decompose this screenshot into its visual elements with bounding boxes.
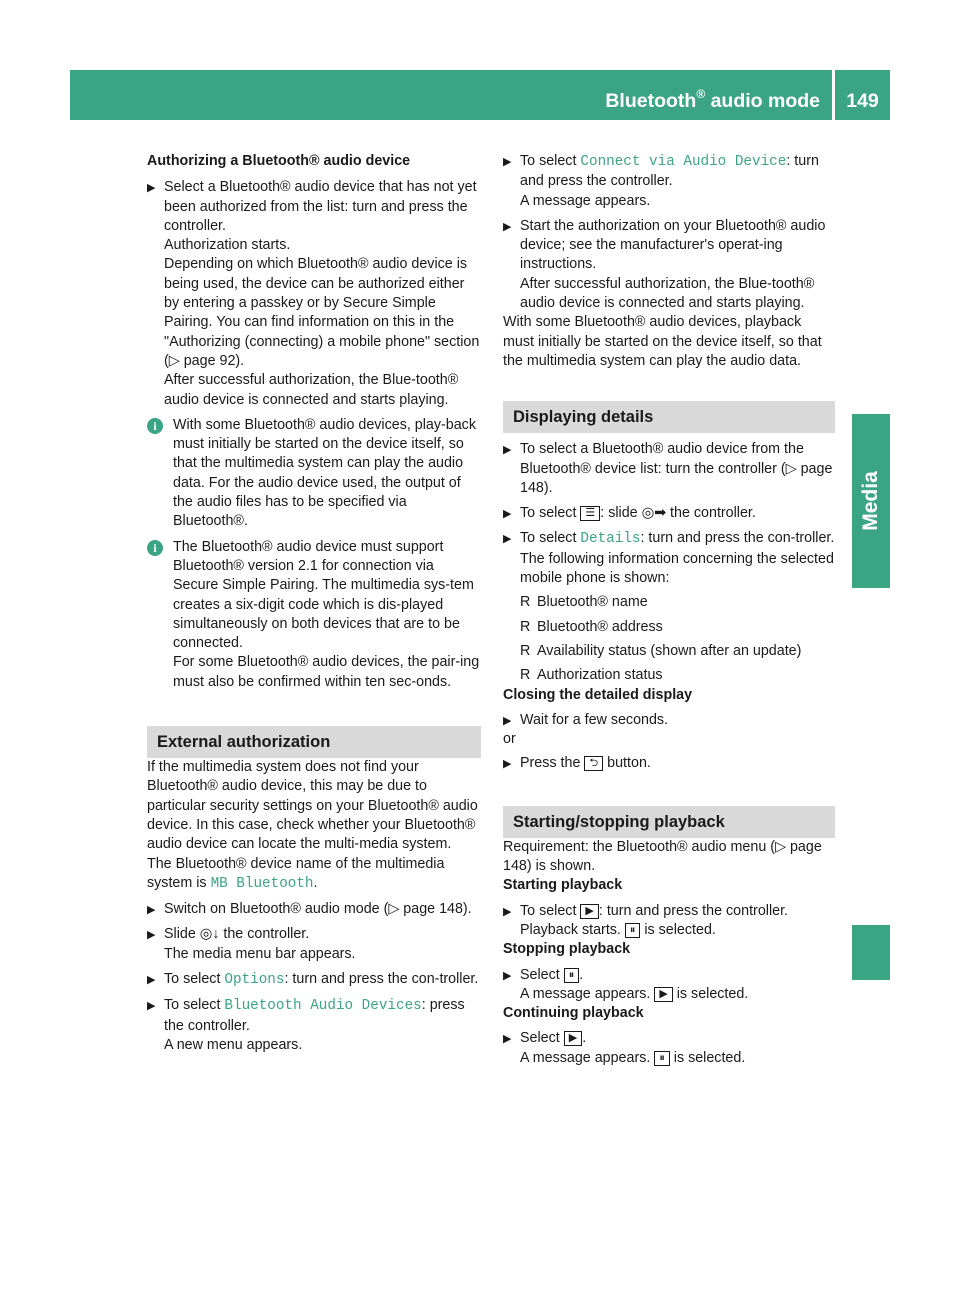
step-menu-slide: [503, 504, 835, 523]
step-wait: [503, 711, 835, 730]
paragraph-playback-note: With some Bluetooth® audio devices, playback must initially be started on the device itself, so that the multimedia system can play the audio data.: [503, 314, 822, 369]
step-stop-playback: [503, 966, 835, 1005]
list-item: R Authorization status: [520, 666, 835, 685]
menu-option-connect-via-audio-device: Connect via Audio Device: [580, 154, 787, 170]
step-result: A new menu appears.: [164, 1036, 303, 1053]
step-select-device-details: [503, 440, 835, 498]
step-arrow-icon: ▶: [503, 1033, 512, 1046]
step-arrow-icon: ▶: [503, 444, 512, 457]
controller-icon: ◎: [641, 505, 655, 522]
step-arrow-icon: ▶: [503, 758, 512, 771]
step-result: Authorization starts.: [164, 237, 291, 254]
heading-stopping: Stopping playback: [503, 941, 631, 958]
step-arrow-icon: ▶: [147, 182, 156, 195]
device-name-code: MB Bluetooth: [210, 875, 314, 892]
step-result: The media menu bar appears.: [164, 945, 356, 962]
step-text: Press the ⮌ button.: [520, 755, 651, 772]
step-text: Select ⏸ .: [520, 966, 584, 983]
bullet-icon: R: [520, 642, 531, 659]
back-icon: ⮌: [584, 756, 603, 771]
play-icon: ▶: [654, 987, 672, 1002]
step-arrow-icon: ▶: [503, 533, 512, 546]
controller-icon: ◎: [199, 926, 213, 943]
step-continue-playback: [503, 1029, 835, 1068]
step-result: A message appears. ⏸ is selected.: [520, 1049, 746, 1066]
step-text: Start the authorization on your Bluetooth® audio device; see the manufacturer's operat-ing instructions.: [520, 217, 826, 273]
step-arrow-icon: ▶: [147, 929, 156, 942]
left-column: [147, 152, 481, 1055]
step-result: The following information concerning the selected mobile phone is shown:: [520, 550, 834, 587]
list-item: R Bluetooth® address: [520, 618, 835, 637]
paragraph-requirement: Requirement: the Bluetooth® audio menu (▷ page 148) is shown.: [503, 838, 822, 875]
section-heading-playback: Starting/stopping playback: [503, 806, 835, 838]
right-arrow-icon: ➡: [654, 505, 667, 522]
step-arrow-icon: ▶: [147, 973, 156, 986]
info-text: The Bluetooth® audio device must support Bluetooth® version 2.1 for connection via Secure Simple Pairing. The multimedia sys-tem creates a six-digit code which is dis-played simultaneously on both devices that are to be connected.: [173, 538, 474, 652]
step-bluetooth-devices: [147, 996, 481, 1055]
step-arrow-icon: ▶: [503, 508, 512, 521]
step-text: Switch on Bluetooth® audio mode (▷ page 148).: [164, 901, 472, 918]
step-text: To select ☰ : slide ◎➡ the controller.: [520, 505, 756, 522]
step-text: To select a Bluetooth® audio device from the Bluetooth® device list: turn the controller (▷ page 148).: [520, 441, 833, 496]
section-heading-details: Displaying details: [503, 401, 835, 433]
paragraph-external: If the multimedia system does not find your Bluetooth® audio device, this may be due to particular security settings on your Bluetooth® audio device. In this case, check whether your Bluetooth® audio device can locate the multi-media system.: [147, 759, 478, 853]
heading-authorizing: Authorizing a Bluetooth® audio device: [147, 153, 411, 169]
step-text: Slide ◎↓ the controller.: [164, 926, 310, 943]
info-text: With some Bluetooth® audio devices, play-back must initially be started on the device itself, so that the multimedia system can play the audio data. For the audio device used, the output of the audio files has to be specified via Bluetooth®.: [173, 416, 476, 530]
step-arrow-icon: ▶: [503, 969, 512, 982]
bullet-icon: R: [520, 667, 531, 684]
heading-continuing: Continuing playback: [503, 1005, 644, 1022]
step-select-device: [147, 178, 481, 410]
menu-option-bluetooth-audio-devices: Bluetooth Audio Devices: [224, 998, 422, 1015]
step-arrow-icon: ▶: [503, 905, 512, 918]
bullet-icon: R: [520, 594, 531, 611]
step-text: Select ▶ .: [520, 1030, 587, 1047]
down-arrow-icon: ↓: [212, 926, 220, 943]
play-icon: ▶: [580, 904, 598, 919]
step-text: To select ▶ : turn and press the controller.: [520, 902, 789, 919]
play-icon: ▶: [564, 1031, 582, 1046]
side-tab-label: Media: [859, 471, 882, 531]
step-result: A message appears. ▶ is selected.: [520, 985, 749, 1002]
step-text: Select a Bluetooth® audio device that has not yet been authorized from the list: turn and press the controller.: [164, 179, 477, 234]
step-arrow-icon: ▶: [147, 904, 156, 917]
step-slide: [147, 925, 481, 964]
info-note-playback: [147, 416, 481, 532]
step-start-authorization: [503, 217, 835, 313]
step-result: Playback starts. ⏸ is selected.: [520, 921, 716, 938]
page-title: Bluetooth® audio mode: [605, 86, 820, 112]
info-icon: i: [147, 540, 163, 556]
side-marker-block: [852, 925, 890, 980]
menu-option-details: Details: [580, 531, 641, 548]
list-item: R Bluetooth® name: [520, 593, 835, 612]
or-text: or: [503, 731, 516, 748]
section-heading-external: External authorization: [147, 726, 481, 758]
step-arrow-icon: ▶: [503, 714, 512, 727]
pause-icon: ⏸: [625, 923, 641, 938]
menu-icon: ☰: [580, 506, 600, 521]
info-text: For some Bluetooth® audio devices, the pair-ing must also be confirmed within ten sec-onds.: [173, 654, 480, 690]
step-text: To select Connect via Audio Device: turn and press the controller.: [520, 153, 819, 190]
step-text: To select Options: turn and press the con-troller.: [164, 970, 479, 988]
heading-closing: Closing the detailed display: [503, 686, 693, 703]
page-number: 149: [846, 90, 879, 112]
step-result: A message appears.: [520, 192, 651, 209]
right-column: [503, 152, 835, 1068]
pause-icon: ⏸: [564, 968, 580, 983]
paragraph-device-name: The Bluetooth® device name of the multimedia system is MB Bluetooth.: [147, 855, 445, 892]
menu-option-options: Options: [224, 971, 285, 988]
step-text: Wait for a few seconds.: [520, 711, 669, 728]
step-note: Depending on which Bluetooth® audio device is being used, the device can be authorized either by entering a passkey or by Secure Simple Pairing. You can find information on this in the "Authorizing (connecting) a mobile phone" section (▷ page 92).: [164, 256, 480, 369]
step-result: After successful authorization, the Blue-tooth® audio device is connected and starts playing.: [520, 275, 815, 312]
info-icon: i: [147, 418, 163, 434]
info-note-version: [147, 538, 481, 692]
step-start-playback: [503, 902, 835, 941]
step-details: [503, 529, 835, 588]
step-note: After successful authorization, the Blue-tooth® audio device is connected and starts playing.: [164, 372, 459, 408]
step-switch-on: [147, 900, 481, 919]
step-arrow-icon: ▶: [147, 1000, 156, 1013]
step-press-back: [503, 754, 835, 773]
step-text: To select Details: turn and press the con-troller.: [520, 530, 835, 548]
bullet-icon: R: [520, 618, 531, 635]
step-text: To select Bluetooth Audio Devices: press the controller.: [164, 997, 465, 1034]
step-arrow-icon: ▶: [503, 220, 512, 233]
step-options: [147, 970, 481, 990]
step-connect-via-audio-device: [503, 152, 835, 211]
pause-icon: ⏸: [654, 1051, 670, 1066]
heading-starting: Starting playback: [503, 877, 623, 894]
step-arrow-icon: ▶: [503, 156, 512, 168]
list-item: R Availability status (shown after an update): [520, 642, 835, 661]
